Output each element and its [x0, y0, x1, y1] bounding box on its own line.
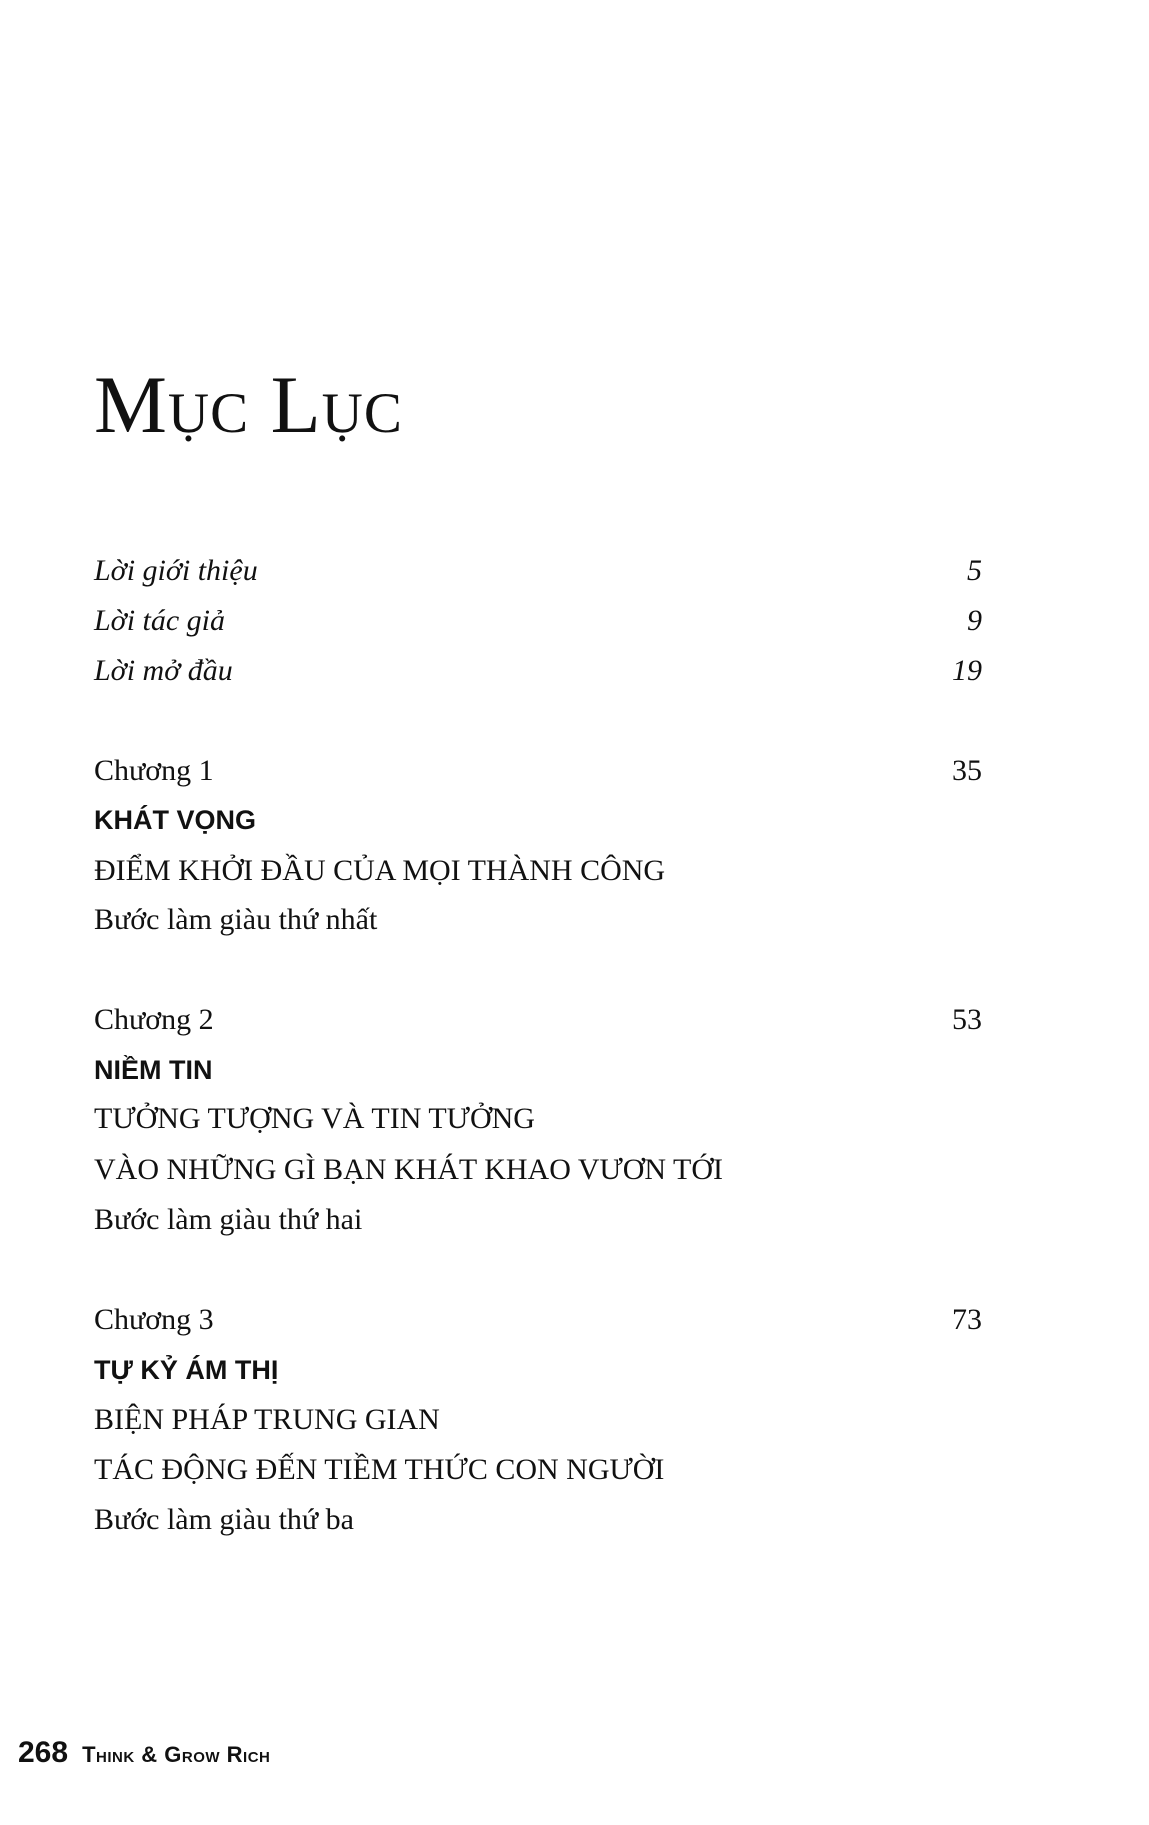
book-title: Think & Grow Rich: [82, 1742, 271, 1767]
chapter-name-text: KHÁT VỌNG: [94, 805, 256, 835]
chapter-heading: [94, 1295, 982, 1345]
page-title: Mục Lục: [94, 359, 403, 450]
chapter-name: [94, 1345, 982, 1395]
chapter-step: [94, 1495, 982, 1545]
step-text: Bước làm giàu thứ hai: [94, 1203, 363, 1236]
chapter-page: 35: [952, 754, 982, 787]
chapter-name: [94, 1045, 982, 1095]
chapter-subtitle: [94, 1094, 982, 1144]
chapter-name-text: TỰ KỶ ÁM THỊ: [94, 1355, 279, 1385]
chapter-subtitle: [94, 1445, 982, 1495]
subtitle-text: TÁC ĐỘNG ĐẾN TIỀM THỨC CON NGƯỜI: [94, 1453, 665, 1486]
chapter-page: 53: [952, 1003, 982, 1036]
entry-page: 9: [967, 604, 982, 637]
subtitle-text: ĐIỂM KHỞI ĐẦU CỦA MỌI THÀNH CÔNG: [94, 854, 666, 887]
entry-label: Lời tác giả: [94, 604, 226, 637]
chapter-number: Chương 2: [94, 1003, 214, 1036]
entry-page: 19: [952, 654, 982, 687]
entry-label: Lời mở đầu: [94, 654, 233, 687]
subtitle-text: BIỆN PHÁP TRUNG GIAN: [94, 1403, 440, 1436]
subtitle-text: TƯỞNG TƯỢNG VÀ TIN TƯỞNG: [94, 1102, 535, 1135]
step-text: Bước làm giàu thứ ba: [94, 1503, 354, 1536]
chapter-number: Chương 3: [94, 1303, 214, 1336]
step-text: Bước làm giàu thứ nhất: [94, 903, 378, 936]
subtitle-text: VÀO NHỮNG GÌ BẠN KHÁT KHAO VƯƠN TỚI: [94, 1153, 724, 1186]
chapter-subtitle: [94, 846, 982, 896]
chapter-number: Chương 1: [94, 754, 214, 787]
toc-entry: [94, 546, 982, 596]
chapter-step: [94, 1195, 982, 1245]
chapter-name-text: NIỀM TIN: [94, 1055, 213, 1085]
chapter-step: [94, 895, 982, 945]
chapter-subtitle: [94, 1395, 982, 1445]
chapter-heading: [94, 746, 982, 796]
entry-page: 5: [967, 554, 982, 587]
toc-entry: [94, 646, 982, 696]
chapter-subtitle: [94, 1145, 982, 1195]
page-footer: [18, 1736, 270, 1770]
chapter-page: 73: [952, 1303, 982, 1336]
page-number: 268: [18, 1736, 69, 1769]
chapter-heading: [94, 995, 982, 1045]
toc-entry: [94, 596, 982, 646]
entry-label: Lời giới thiệu: [94, 554, 258, 587]
chapter-name: [94, 795, 982, 845]
